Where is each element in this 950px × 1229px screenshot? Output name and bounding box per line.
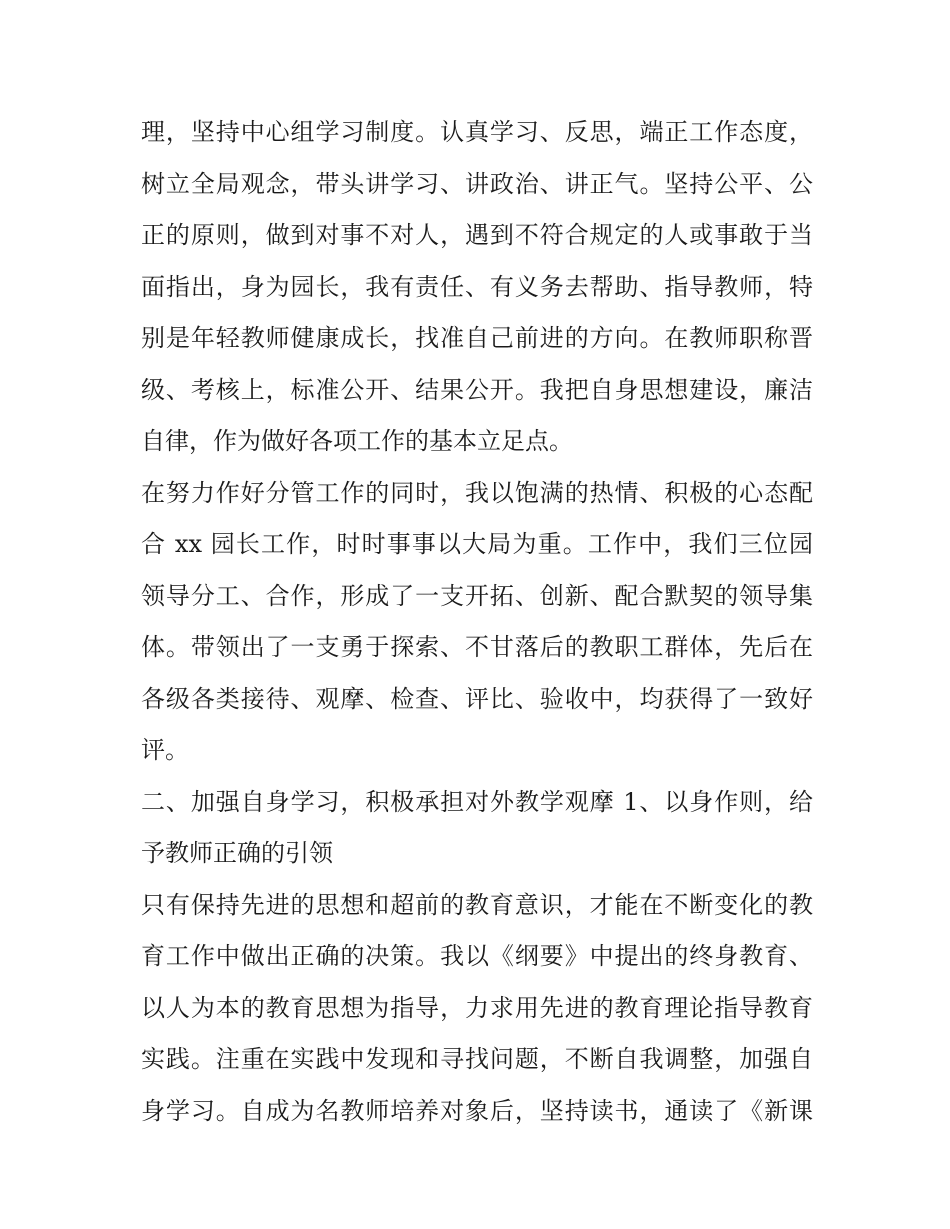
text-line: 别是年轻教师健康成长，找准自己前进的方向。在教师职称晋 <box>141 324 813 352</box>
heading-line: 予教师正确的引领 <box>141 839 333 867</box>
text-line: 育工作中做出正确的决策。我以《纲要》中提出的终身教育、 <box>141 942 813 970</box>
text-line: 在努力作好分管工作的同时，我以饱满的热情、积极的心态配 <box>141 478 813 507</box>
text-line: 实践。注重在实践中发现和寻找问题，不断自我调整，加强自 <box>141 1045 813 1073</box>
document-body <box>141 107 813 1137</box>
text-line: 评。 <box>141 736 189 764</box>
text-line: 自律，作为做好各项工作的基本立足点。 <box>141 427 573 455</box>
text-line: 树立全局观念，带头讲学习、讲政治、讲正气。坚持公平、公 <box>141 169 813 198</box>
text-line: 以人为本的教育思想为指导，力求用先进的教育理论指导教育 <box>141 993 813 1022</box>
text-line: 领导分工、合作，形成了一支开拓、创新、配合默契的领导集 <box>141 581 813 610</box>
text-line: 正的原则，做到对事不对人，遇到不符合规定的人或事敢于当 <box>141 221 813 249</box>
text-line: 面指出，身为园长，我有责任、有义务去帮助、指导教师，特 <box>141 272 813 301</box>
text-line: 各级各类接待、观摩、检查、评比、验收中，均获得了一致好 <box>141 684 813 713</box>
text-line: 理，坚持中心组学习制度。认真学习、反思，端正工作态度， <box>141 118 813 146</box>
text-line: 只有保持先进的思想和超前的教育意识，才能在不断变化的教 <box>141 890 813 919</box>
heading-line: 二、加强自身学习，积极承担对外教学观摩 1、以身作则，给 <box>141 787 813 816</box>
text-line: 合 xx 园长工作，时时事事以大局为重。工作中，我们三位园 <box>141 530 813 558</box>
text-line: 级、考核上，标准公开、结果公开。我把自身思想建设，廉洁 <box>141 375 813 404</box>
text-line: 身学习。自成为名教师培养对象后，坚持读书，通读了《新课 <box>141 1096 813 1125</box>
text-line: 体。带领出了一支勇于探索、不甘落后的教职工群体，先后在 <box>141 633 813 661</box>
